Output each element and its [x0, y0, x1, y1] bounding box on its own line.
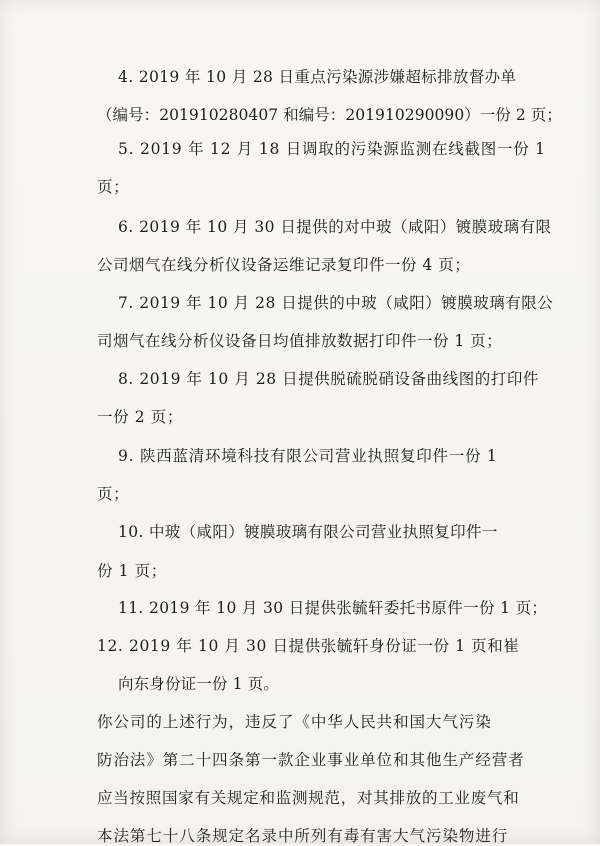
- doc-line-evidence-11: 11. 2019 年 10 月 30 日提供张毓轩委托书原件一份 1 页；: [118, 599, 548, 617]
- doc-line-violation-paragraph-1: 你公司的上述行为，违反了《中华人民共和国大气污染: [97, 713, 492, 731]
- doc-line-evidence-12-cont: 向东身份证一份 1 页。: [118, 675, 280, 693]
- doc-line-evidence-5: 5. 2019 年 12 月 18 日调取的污染源监测在线截图一份 1: [118, 140, 546, 158]
- doc-line-violation-paragraph-3: 应当按照国家有关规定和监测规范，对其排放的工业废气和: [97, 789, 520, 807]
- doc-line-evidence-7: 7. 2019 年 10 月 28 日提供的中玻（咸阳）镀膜玻璃有限公: [118, 294, 554, 312]
- doc-line-evidence-7-cont: 司烟气在线分析仪设备日均值排放数据打印件一份 1 页；: [97, 332, 503, 350]
- doc-line-evidence-4: 4. 2019 年 10 月 28 日重点污染源涉嫌超标排放督办单: [118, 68, 517, 86]
- doc-line-evidence-6: 6. 2019 年 10 月 30 日提供的对中玻（咸阳）镀膜玻璃有限: [118, 218, 552, 236]
- doc-line-evidence-9-cont: 页；: [97, 485, 130, 503]
- doc-line-evidence-8-cont: 一份 2 页；: [97, 408, 183, 426]
- doc-line-violation-paragraph-2: 防治法》第二十四条第一款企业事业单位和其他生产经营者: [97, 751, 525, 769]
- doc-line-evidence-4-cont: （编号：201910280407 和编号：201910290090）一份 2 页；: [97, 106, 562, 124]
- doc-line-evidence-5-cont: 页；: [97, 178, 130, 196]
- doc-line-evidence-8: 8. 2019 年 10 月 28 日提供脱硫脱硝设备曲线图的打印件: [118, 370, 539, 388]
- doc-line-evidence-10-cont: 份 1 页；: [97, 562, 167, 580]
- doc-line-violation-paragraph-4: 本法第七十八条规定名录中所列有毒有害大气污染物进行: [97, 827, 509, 845]
- doc-line-evidence-10: 10. 中玻（咸阳）镀膜玻璃有限公司营业执照复印件一: [118, 523, 498, 541]
- doc-line-evidence-9: 9. 陕西蓝清环境科技有限公司营业执照复印件一份 1: [118, 447, 498, 465]
- doc-line-evidence-6-cont: 公司烟气在线分析仪设备运维记录复印件一份 4 页；: [97, 256, 471, 274]
- doc-line-evidence-12: 12. 2019 年 10 月 30 日提供张毓轩身份证一份 1 页和崔: [97, 637, 520, 655]
